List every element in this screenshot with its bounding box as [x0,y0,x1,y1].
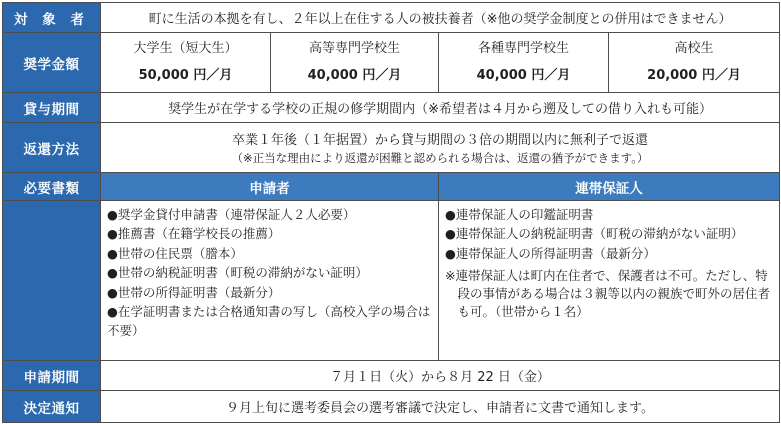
eligibility-label: 対 象 者 [3,3,101,33]
amount-value: 20,000 円／月 [647,67,741,83]
amount-col-technical-college [271,33,439,93]
amount-value: 40,000 円／月 [307,67,402,83]
period-row [3,93,780,123]
document-item: ●世帯の所得証明書（最新分） [107,284,281,300]
amount-col-high-school [609,33,780,93]
repayment-row [3,123,780,173]
school-type-label: 高等専門学校生 [308,41,400,57]
applicant-heading: 申請者 [101,173,439,201]
repayment-cell [101,123,780,173]
document-item: ●在学証明書または合格通知書の写し（高校入学の場合は不要） [107,303,431,339]
eligibility-text: 町に生活の本拠を有し、２年以上在住する人の被扶養者（※他の奨学金制度との併用はできません） [101,3,780,33]
documents-label: 必要書類 [3,173,101,201]
amount-col-vocational [439,33,609,93]
scholarship-info-table [2,2,780,423]
application-period-label: 申請期間 [3,361,101,391]
decision-row [3,391,780,423]
document-item: ●連帯保証人の印鑑証明書 [445,207,594,222]
application-period-row [3,361,780,391]
amount-value: 50,000 円／月 [138,67,233,83]
guarantor-documents [439,201,780,361]
repayment-note: （※正当な理由により返還が困難と認められる場合は、返還の猶予ができます。） [231,151,649,165]
documents-heading-row [3,173,780,201]
amount-value: 40,000 円／月 [476,67,571,83]
decision-label: 決定通知 [3,391,101,423]
document-item: ●連帯保証人の所得証明書（最新分） [445,245,656,261]
amount-label: 奨学金額 [3,33,101,93]
documents-label-spacer [3,201,101,361]
document-item: ●世帯の納税証明書（町税の滞納がない証明） [107,265,368,281]
document-item: ●推薦書（在籍学校長の推薦） [107,226,281,242]
applicant-documents [101,201,439,361]
school-type-label: 各種専門学校生 [477,41,569,57]
decision-text: ９月上旬に選考委員会の選考審議で決定し、申請者に文書で通知します。 [101,391,780,423]
documents-list-row [3,201,780,361]
application-period-text: ７月１日（火）から８月 22 日（金） [101,361,780,391]
guarantor-heading: 連帯保証人 [439,173,780,201]
amount-row [3,33,780,93]
guarantor-note: ※連帯保証人は町内在住者で、保護者は不可。ただし、特段の事情がある場合は３親等以内の親族で町外の居住者も可。（世帯から１名） [445,268,771,320]
eligibility-row [3,3,780,33]
period-text: 奨学生が在学する学校の正規の修学期間内（※希望者は４月から遡及しての借り入れも可能） [101,93,780,123]
document-item: ●世帯の住民票（謄本） [107,245,243,261]
repayment-text: 卒業１年後（１年据置）から貸与期間の３倍の期間以内に無利子で返還 [232,133,649,148]
amount-col-university [101,33,271,93]
school-type-label: 大学生（短大生） [133,41,238,57]
period-label: 貸与期間 [3,93,101,123]
document-item: ●連帯保証人の納税証明書（町税の滞納がない証明） [445,226,744,242]
school-type-label: 高校生 [674,41,714,57]
repayment-label: 返還方法 [3,123,101,173]
document-item: ●奨学金貸付申請書（連帯保証人２人必要） [107,207,356,222]
